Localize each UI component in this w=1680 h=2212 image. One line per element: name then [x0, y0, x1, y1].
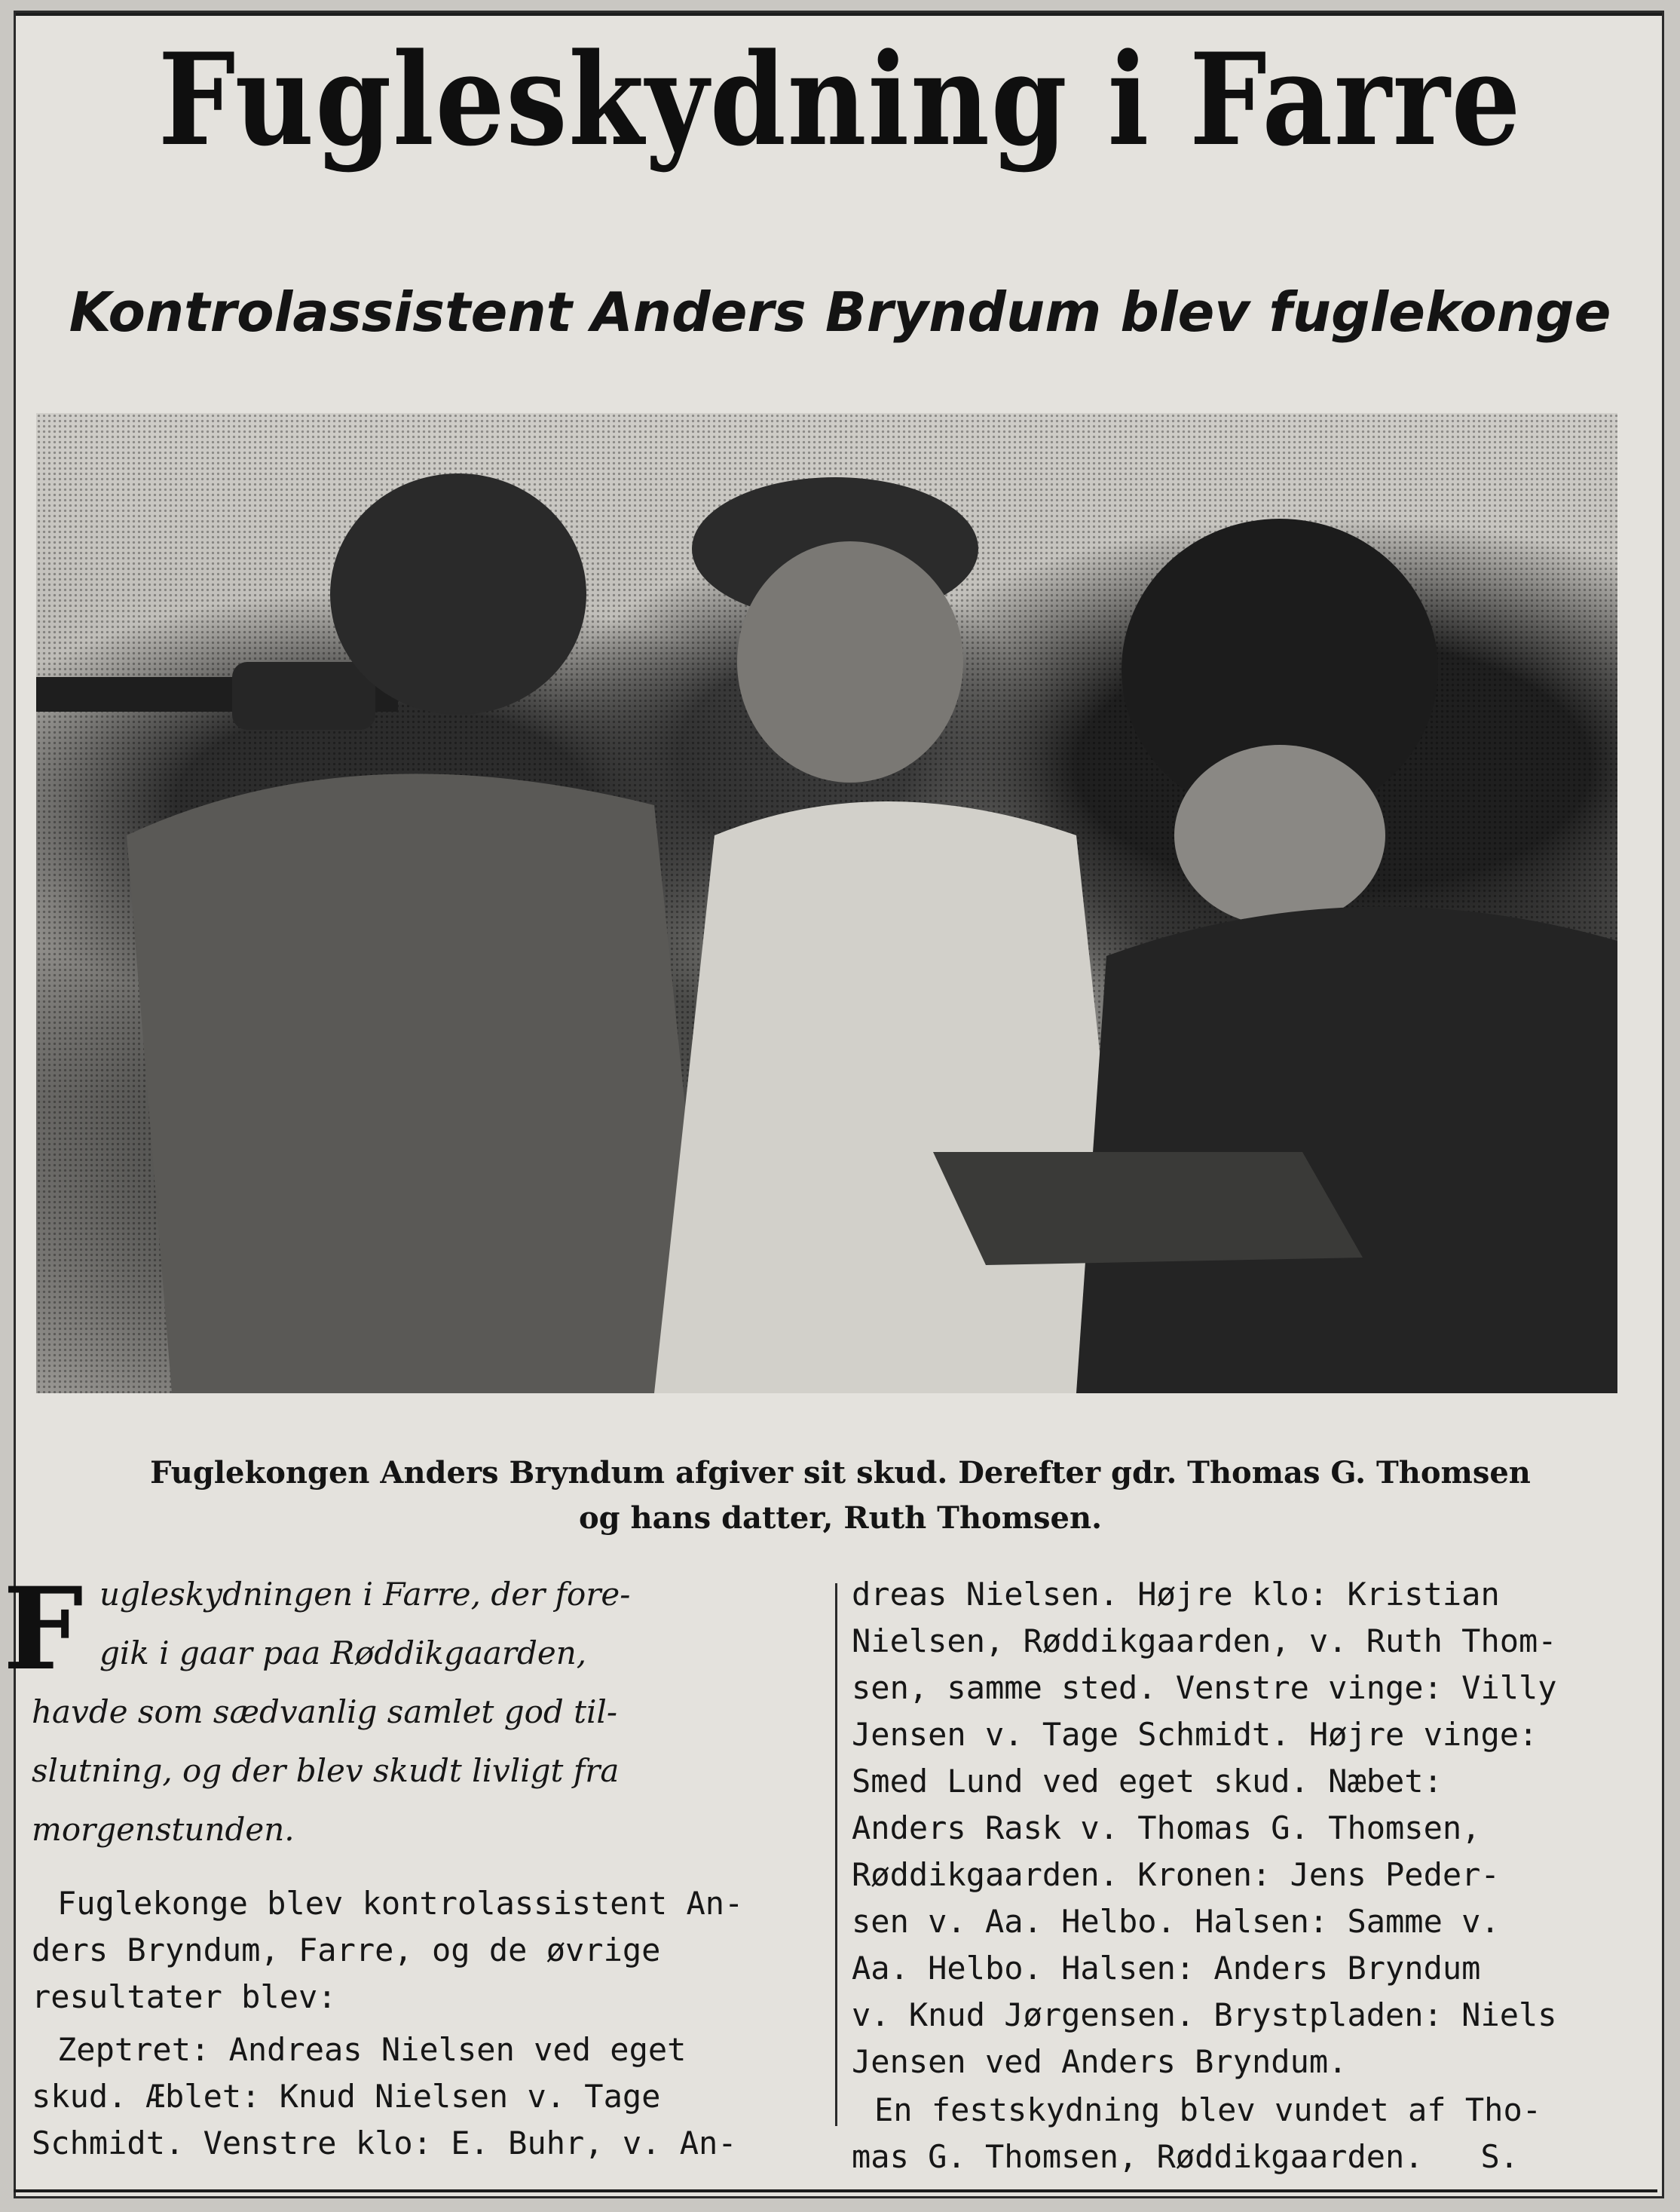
- article-line: En festskydning blev vundet af Tho-: [874, 2091, 1542, 2128]
- man-head: [737, 541, 963, 783]
- article-line: dreas Nielsen. Højre klo: Kristian: [852, 1576, 1500, 1613]
- article-line: Smed Lund ved eget skud. Næbet:: [852, 1763, 1443, 1800]
- article-line: morgenstunden.: [32, 1811, 295, 1848]
- article-line: resultater blev:: [32, 1978, 337, 2015]
- woman-face: [1174, 745, 1385, 926]
- article-line: slutning, og der blev skudt livligt fra: [32, 1752, 620, 1789]
- woman-coat: [1076, 907, 1617, 1393]
- article-line: Anders Rask v. Thomas G. Thomsen,: [852, 1809, 1481, 1846]
- news-photo: [36, 413, 1617, 1393]
- shooter-head: [330, 473, 586, 715]
- article-line: Aa. Helbo. Halsen: Anders Bryndum: [852, 1950, 1481, 1987]
- article-line: skud. Æblet: Knud Nielsen v. Tage: [32, 2078, 661, 2115]
- drop-cap: F: [3, 1563, 84, 1696]
- article-line: mas G. Thomsen, Røddikgaarden. S.: [852, 2138, 1519, 2175]
- article-line: Jensen ved Anders Bryndum.: [852, 2043, 1348, 2080]
- top-rule: [16, 13, 1662, 16]
- article-line: Jensen v. Tage Schmidt. Højre vinge:: [852, 1716, 1538, 1753]
- article-line: Fuglekonge blev kontrolassistent An-: [57, 1885, 744, 1922]
- bottom-rule: [14, 2189, 1657, 2192]
- photo-caption-line-1: Fuglekongen Anders Bryndum afgiver sit skud. Derefter gdr. Thomas G. Thomsen: [150, 1455, 1531, 1490]
- article-line: sen v. Aa. Helbo. Halsen: Samme v.: [852, 1903, 1500, 1940]
- article-line: ugleskydningen i Farre, der fore-: [99, 1576, 631, 1613]
- subheadline: Kontrolassistent Anders Bryndum blev fuglekonge: [69, 280, 1611, 344]
- shooter-body: [127, 774, 715, 1393]
- article-line: Schmidt. Venstre klo: E. Buhr, v. An-: [32, 2125, 737, 2161]
- article-line: sen, samme sted. Venstre vinge: Villy: [852, 1669, 1557, 1706]
- article-line: Røddikgaarden. Kronen: Jens Peder-: [852, 1856, 1500, 1893]
- article-line: Nielsen, Røddikgaarden, v. Ruth Thom-: [852, 1622, 1557, 1659]
- article-line: v. Knud Jørgensen. Brystpladen: Niels: [852, 1996, 1557, 2033]
- man-jacket: [654, 801, 1137, 1393]
- article-line: Zeptret: Andreas Nielsen ved eget: [57, 2031, 687, 2068]
- photo-illustration: [36, 413, 1617, 1393]
- photo-caption-line-2: og hans datter, Ruth Thomsen.: [578, 1500, 1103, 1536]
- article-line: havde som sædvanlig samlet god til-: [32, 1693, 618, 1730]
- rifle-stock: [232, 662, 375, 730]
- column-divider: [835, 1583, 837, 2126]
- article-line: gik i gaar paa Røddikgaarden,: [99, 1634, 587, 1671]
- headline: Fugleskydning i Farre: [158, 25, 1522, 174]
- article-line: ders Bryndum, Farre, og de øvrige: [32, 1932, 661, 1968]
- score-book: [933, 1152, 1363, 1265]
